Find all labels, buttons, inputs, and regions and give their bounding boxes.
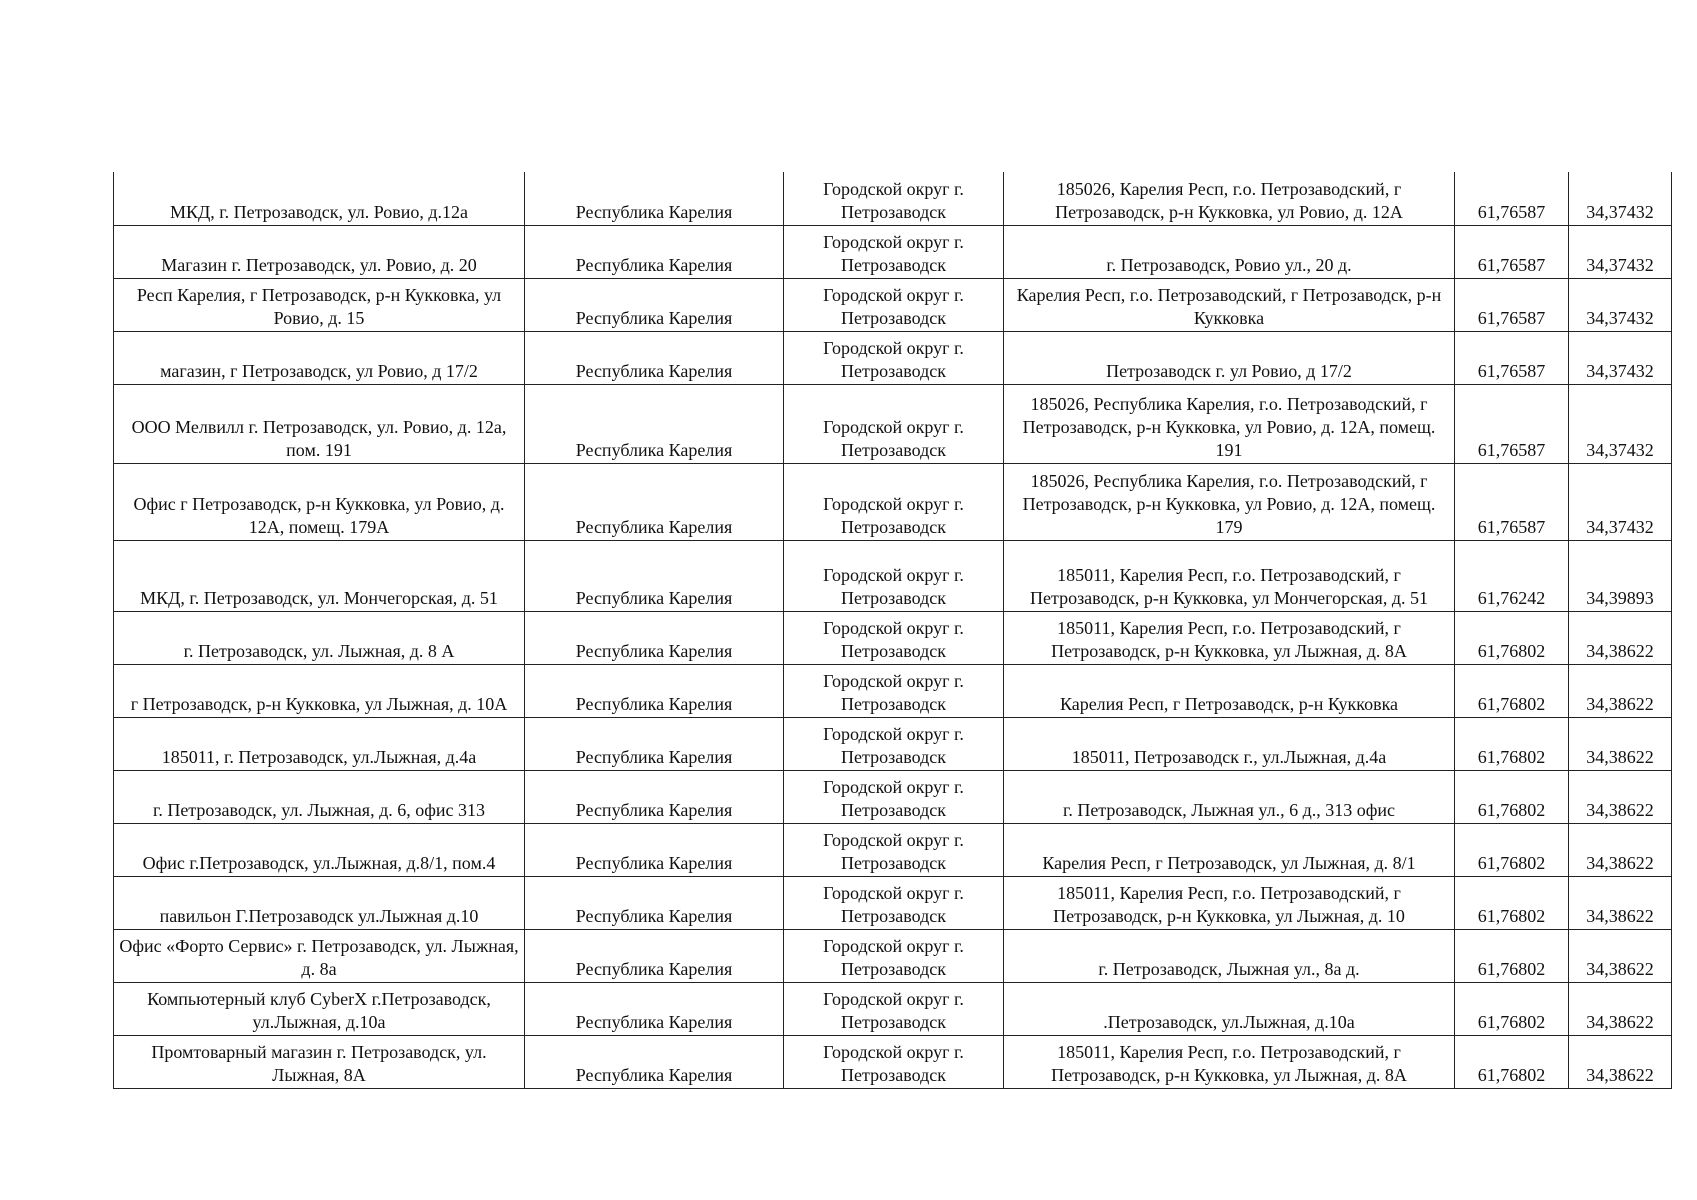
latitude-cell: 61,76587 — [1455, 172, 1569, 225]
district-cell: Городской округ г. Петрозаводск — [784, 929, 1004, 982]
district-cell: Городской округ г. Петрозаводск — [784, 278, 1004, 331]
latitude-cell: 61,76587 — [1455, 463, 1569, 540]
region-cell: Республика Карелия — [525, 770, 784, 823]
table-row — [114, 384, 1672, 463]
district-cell: Городской округ г. Петрозаводск — [784, 717, 1004, 770]
latitude-cell: 61,76802 — [1455, 823, 1569, 876]
address-cell: Карелия Респ, г.о. Петрозаводский, г Петрозаводск, р-н Кукковка — [1004, 278, 1455, 331]
address-cell: 185026, Республика Карелия, г.о. Петрозаводский, г Петрозаводск, р-н Кукковка, ул Ровио, д. 12А, помещ. 179 — [1004, 463, 1455, 540]
longitude-cell: 34,37432 — [1569, 225, 1672, 278]
table-row — [114, 225, 1672, 278]
district-cell: Городской округ г. Петрозаводск — [784, 982, 1004, 1035]
table-row — [114, 664, 1672, 717]
district-cell: Городской округ г. Петрозаводск — [784, 876, 1004, 929]
address-cell: Петрозаводск г. ул Ровио, д 17/2 — [1004, 331, 1455, 384]
region-cell: Республика Карелия — [525, 664, 784, 717]
object-name-cell: Компьютерный клуб CyberX г.Петрозаводск, ул.Лыжная, д.10а — [114, 982, 525, 1035]
region-cell: Республика Карелия — [525, 717, 784, 770]
latitude-cell: 61,76802 — [1455, 770, 1569, 823]
table-row — [114, 982, 1672, 1035]
object-name-cell: Респ Карелия, г Петрозаводск, р-н Кукковка, ул Ровио, д. 15 — [114, 278, 525, 331]
address-cell: 185011, Карелия Респ, г.о. Петрозаводский, г Петрозаводск, р-н Кукковка, ул Лыжная, д. 10 — [1004, 876, 1455, 929]
region-cell: Республика Карелия — [525, 823, 784, 876]
address-cell: 185011, Карелия Респ, г.о. Петрозаводский, г Петрозаводск, р-н Кукковка, ул Лыжная, д. 8А — [1004, 611, 1455, 664]
latitude-cell: 61,76587 — [1455, 278, 1569, 331]
table-body — [114, 172, 1672, 1088]
latitude-cell: 61,76242 — [1455, 540, 1569, 611]
table-row — [114, 876, 1672, 929]
district-cell: Городской округ г. Петрозаводск — [784, 611, 1004, 664]
address-cell: г. Петрозаводск, Ровио ул., 20 д. — [1004, 225, 1455, 278]
longitude-cell: 34,37432 — [1569, 172, 1672, 225]
address-cell: 185011, Петрозаводск г., ул.Лыжная, д.4а — [1004, 717, 1455, 770]
region-cell: Республика Карелия — [525, 611, 784, 664]
address-cell: 185026, Карелия Респ, г.о. Петрозаводский, г Петрозаводск, р-н Кукковка, ул Ровио, д. 12А — [1004, 172, 1455, 225]
longitude-cell: 34,38622 — [1569, 1035, 1672, 1088]
object-name-cell: Промтоварный магазин г. Петрозаводск, ул. Лыжная, 8А — [114, 1035, 525, 1088]
table-row — [114, 278, 1672, 331]
region-cell: Республика Карелия — [525, 172, 784, 225]
address-cell: .Петрозаводск, ул.Лыжная, д.10а — [1004, 982, 1455, 1035]
table-row — [114, 823, 1672, 876]
longitude-cell: 34,38622 — [1569, 717, 1672, 770]
table-row — [114, 929, 1672, 982]
longitude-cell: 34,37432 — [1569, 463, 1672, 540]
table-row — [114, 172, 1672, 225]
latitude-cell: 61,76587 — [1455, 331, 1569, 384]
locations-table — [113, 172, 1672, 1089]
object-name-cell: павильон Г.Петрозаводск ул.Лыжная д.10 — [114, 876, 525, 929]
address-cell: 185026, Республика Карелия, г.о. Петрозаводский, г Петрозаводск, р-н Кукковка, ул Ровио, д. 12А, помещ. 191 — [1004, 384, 1455, 463]
district-cell: Городской округ г. Петрозаводск — [784, 463, 1004, 540]
longitude-cell: 34,37432 — [1569, 384, 1672, 463]
address-cell: г. Петрозаводск, Лыжная ул., 6 д., 313 офис — [1004, 770, 1455, 823]
object-name-cell: Магазин г. Петрозаводск, ул. Ровио, д. 20 — [114, 225, 525, 278]
longitude-cell: 34,38622 — [1569, 876, 1672, 929]
table-row — [114, 331, 1672, 384]
address-cell: г. Петрозаводск, Лыжная ул., 8а д. — [1004, 929, 1455, 982]
table-row — [114, 540, 1672, 611]
region-cell: Республика Карелия — [525, 876, 784, 929]
region-cell: Республика Карелия — [525, 463, 784, 540]
latitude-cell: 61,76802 — [1455, 717, 1569, 770]
table-row — [114, 611, 1672, 664]
district-cell: Городской округ г. Петрозаводск — [784, 331, 1004, 384]
longitude-cell: 34,38622 — [1569, 823, 1672, 876]
region-cell: Республика Карелия — [525, 982, 784, 1035]
latitude-cell: 61,76587 — [1455, 384, 1569, 463]
region-cell: Республика Карелия — [525, 278, 784, 331]
object-name-cell: Офис «Форто Сервис» г. Петрозаводск, ул. Лыжная, д. 8а — [114, 929, 525, 982]
district-cell: Городской округ г. Петрозаводск — [784, 1035, 1004, 1088]
district-cell: Городской округ г. Петрозаводск — [784, 823, 1004, 876]
longitude-cell: 34,37432 — [1569, 331, 1672, 384]
table-row — [114, 1035, 1672, 1088]
longitude-cell: 34,38622 — [1569, 664, 1672, 717]
latitude-cell: 61,76802 — [1455, 982, 1569, 1035]
latitude-cell: 61,76802 — [1455, 664, 1569, 717]
object-name-cell: МКД, г. Петрозаводск, ул. Ровио, д.12а — [114, 172, 525, 225]
region-cell: Республика Карелия — [525, 929, 784, 982]
district-cell: Городской округ г. Петрозаводск — [784, 664, 1004, 717]
region-cell: Республика Карелия — [525, 384, 784, 463]
object-name-cell: г. Петрозаводск, ул. Лыжная, д. 8 А — [114, 611, 525, 664]
address-cell: 185011, Карелия Респ, г.о. Петрозаводский, г Петрозаводск, р-н Кукковка, ул Лыжная, д. 8А — [1004, 1035, 1455, 1088]
longitude-cell: 34,38622 — [1569, 929, 1672, 982]
longitude-cell: 34,38622 — [1569, 611, 1672, 664]
district-cell: Городской округ г. Петрозаводск — [784, 540, 1004, 611]
longitude-cell: 34,38622 — [1569, 982, 1672, 1035]
longitude-cell: 34,39893 — [1569, 540, 1672, 611]
object-name-cell: МКД, г. Петрозаводск, ул. Мончегорская, д. 51 — [114, 540, 525, 611]
latitude-cell: 61,76802 — [1455, 1035, 1569, 1088]
longitude-cell: 34,37432 — [1569, 278, 1672, 331]
latitude-cell: 61,76802 — [1455, 929, 1569, 982]
table-row — [114, 463, 1672, 540]
district-cell: Городской округ г. Петрозаводск — [784, 384, 1004, 463]
address-cell: Карелия Респ, г Петрозаводск, ул Лыжная, д. 8/1 — [1004, 823, 1455, 876]
object-name-cell: г Петрозаводск, р-н Кукковка, ул Лыжная, д. 10А — [114, 664, 525, 717]
object-name-cell: магазин, г Петрозаводск, ул Ровио, д 17/2 — [114, 331, 525, 384]
object-name-cell: ООО Мелвилл г. Петрозаводск, ул. Ровио, д. 12а, пом. 191 — [114, 384, 525, 463]
region-cell: Республика Карелия — [525, 225, 784, 278]
latitude-cell: 61,76802 — [1455, 876, 1569, 929]
object-name-cell: Офис г Петрозаводск, р-н Кукковка, ул Ровио, д. 12А, помещ. 179А — [114, 463, 525, 540]
district-cell: Городской округ г. Петрозаводск — [784, 225, 1004, 278]
object-name-cell: 185011, г. Петрозаводск, ул.Лыжная, д.4а — [114, 717, 525, 770]
region-cell: Республика Карелия — [525, 1035, 784, 1088]
table-row — [114, 717, 1672, 770]
object-name-cell: Офис г.Петрозаводск, ул.Лыжная, д.8/1, пом.4 — [114, 823, 525, 876]
longitude-cell: 34,38622 — [1569, 770, 1672, 823]
district-cell: Городской округ г. Петрозаводск — [784, 172, 1004, 225]
region-cell: Республика Карелия — [525, 331, 784, 384]
address-cell: 185011, Карелия Респ, г.о. Петрозаводский, г Петрозаводск, р-н Кукковка, ул Мончегорская, д. 51 — [1004, 540, 1455, 611]
district-cell: Городской округ г. Петрозаводск — [784, 770, 1004, 823]
region-cell: Республика Карелия — [525, 540, 784, 611]
latitude-cell: 61,76587 — [1455, 225, 1569, 278]
table-row — [114, 770, 1672, 823]
address-cell: Карелия Респ, г Петрозаводск, р-н Кукковка — [1004, 664, 1455, 717]
latitude-cell: 61,76802 — [1455, 611, 1569, 664]
object-name-cell: г. Петрозаводск, ул. Лыжная, д. 6, офис 313 — [114, 770, 525, 823]
